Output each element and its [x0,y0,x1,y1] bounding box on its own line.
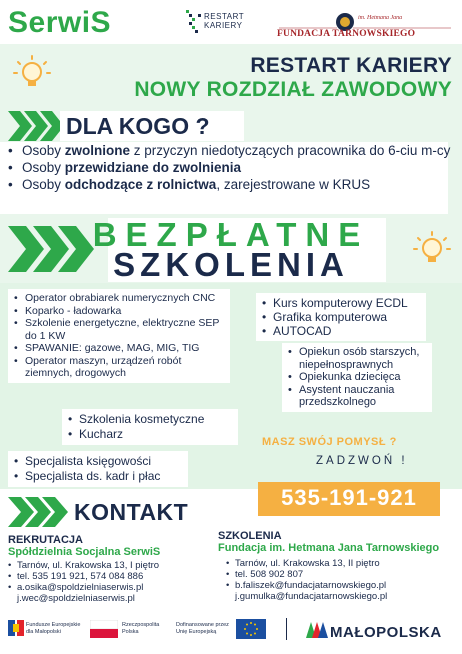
restart-logo-text: RESTART KARIERY [204,12,245,30]
malopolska-logo-icon [306,620,328,638]
bezplatne-title: BEZPŁATNE [92,216,370,253]
courses-care-card [282,343,432,412]
lightbulb-icon [410,228,454,272]
serwis-logo: SerwiS [8,6,112,39]
rekrutacja-section [8,534,223,604]
list-item: • Operator obrabiarek numerycznych CNC [14,292,224,305]
list-item: • Kucharz [68,427,232,442]
malopolska-text: MAŁOPOLSKA [330,624,442,641]
phone-text[interactable]: • tel. 508 902 807 [226,569,458,580]
rekrutacja-label: REKRUTACJA [8,534,83,546]
phone-text[interactable]: • tel. 535 191 921, 574 084 886 [8,571,223,582]
szkolenia-org: Fundacja im. Hetmana Jana Tarnowskiego [218,542,440,554]
footer-divider [286,618,287,640]
list-item: • Szkolenia kosmetyczne [68,412,232,427]
ue-text: Dofinansowane przez Unię Europejską [176,622,229,635]
dla-kogo-list [8,142,453,193]
email-link[interactable]: j.wec@spoldzielniaserwis.pl [17,593,135,604]
chevrons-icon [8,497,68,527]
courses-technical-card [8,289,230,383]
list-item: • Kurs komputerowy ECDL [262,296,420,310]
courses-beauty-card [62,409,238,445]
hero-subtitle: NOWY ROZDZIAŁ ZAWODOWY [134,78,452,101]
hero-title: RESTART KARIERY [250,54,452,77]
szkolenia-section [218,530,458,602]
cta-call: ZADZWOŃ ! [316,455,408,467]
cta-idea: MASZ SWÓJ POMYSŁ ? [262,436,397,448]
polish-flag-icon [90,620,118,638]
courses-accounting-card [8,451,188,487]
list-item: • Osoby odchodzące z rolnictwa, zarejestrowane w KRUS [8,176,453,193]
eu-funds-icon [8,620,24,636]
dla-kogo-heading: DLA KOGO ? [66,113,210,139]
szkolenia-label: SZKOLENIA [218,530,282,542]
address: • Tarnów, ul. Krakowska 13, II piętro [226,558,458,569]
courses-computer-card [256,293,426,341]
eu-flag-icon [236,619,266,639]
email-link[interactable]: • a.osika@spoldzielniaserwis.pl [8,582,223,593]
fundacja-logo-text: FUNDACJA TARNOWSKIEGO [277,29,416,39]
rekrutacja-details [8,560,223,604]
address: • Tarnów, ul. Krakowska 13, I piętro [8,560,223,571]
fundacja-subtitle: im. Hetmana Jana [358,15,403,21]
kontakt-heading: KONTAKT [74,499,189,525]
list-item: • Operator maszyn, urządzeń robót ziemnych, drogowych [14,355,224,380]
eu-funds-text: Fundusze Europejskie dla Małopolski [26,622,81,635]
email-link[interactable]: j.gumulka@fundacjatarnowskiego.pl [235,591,388,602]
list-item: • Opiekun osób starszych, niepełnosprawnych [288,346,426,371]
list-item: • Osoby zwolnione z przyczyn niedotyczących pracownika do 6-ciu m-cy [8,142,453,159]
chevrons-icon [8,111,64,141]
szkolenia-details [226,558,458,602]
list-item: • Opiekunka dziecięca [288,371,426,384]
list-item: • Osoby przewidziane do zwolnienia [8,159,453,176]
list-item: • Asystent nauczania przedszkolnego [288,384,426,409]
list-item: • SPAWANIE: gazowe, MAG, MIG, TIG [14,342,224,355]
list-item: • Grafika komputerowa [262,310,420,324]
phone-number[interactable]: 535-191-921 [281,485,417,510]
email-link[interactable]: • b.faliszek@fundacjatarnowskiego.pl [226,580,458,591]
list-item: • Koparko - ładowarka [14,305,224,318]
list-item: • Szkolenie energetyczne, elektryczne SEP do 1 KW [14,317,224,342]
rp-text: Rzeczpospolita Polska [122,622,160,635]
list-item: • AUTOCAD [262,324,420,338]
list-item: • Specjalista księgowości [14,454,182,469]
szkolenia-title: SZKOLENIA [113,246,349,283]
list-item: • Specjalista ds. kadr i płac [14,469,182,484]
rekrutacja-org: Spółdzielnia Socjalna SerwiS [8,546,161,558]
